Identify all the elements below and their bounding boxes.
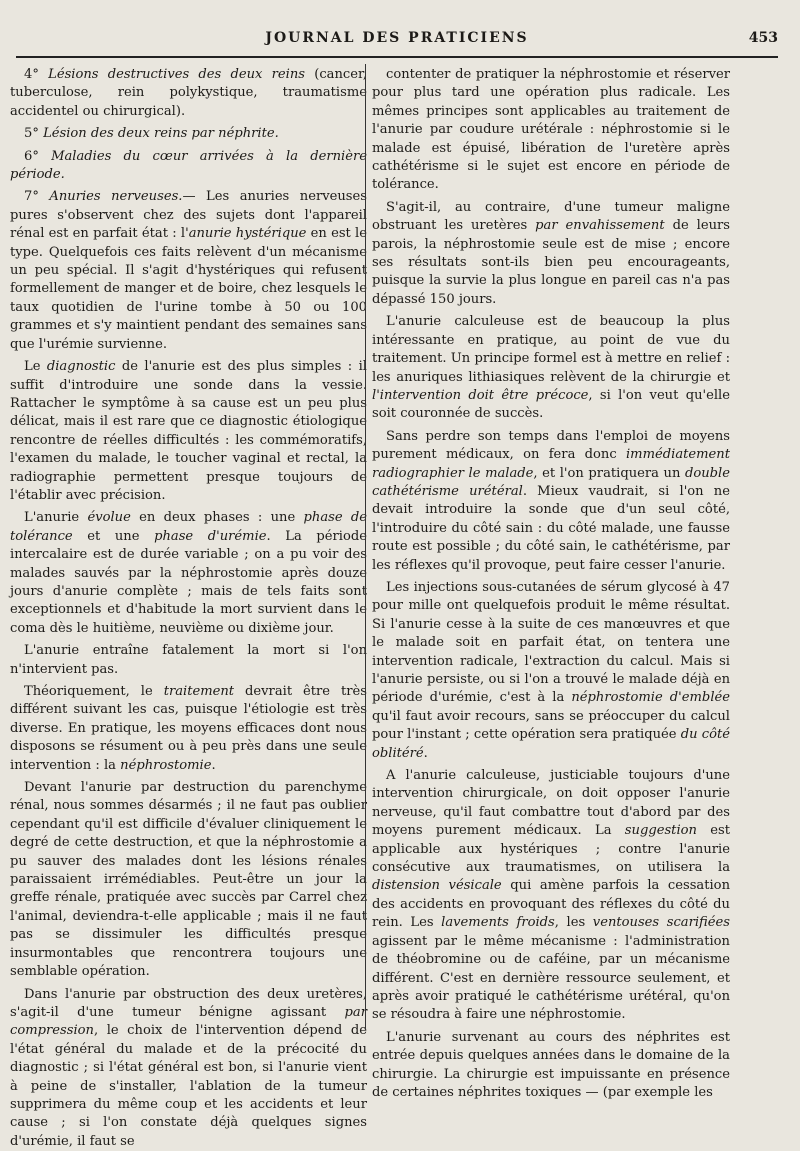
left-column (10, 66, 367, 1034)
italic-term: phase de tolérance (10, 510, 367, 543)
paragraph (10, 125, 367, 143)
paragraph (10, 148, 367, 185)
text-run: . (424, 746, 428, 761)
italic-term: distension vésicale (372, 878, 502, 893)
italic-term: Lésion des deux reins par néphrite. (43, 126, 279, 141)
text-run: A l'anurie calculeuse, justiciable toujours d'une intervention chirurgicale, on doit opposer l'anurie nerveuse, qu'il faut combattre tout d'abord par des moyens purement médicaux. La (372, 768, 730, 838)
text-run: en deux phases : une (131, 510, 304, 525)
italic-term: Anuries nerveuses. (49, 189, 182, 204)
paragraph (10, 66, 367, 121)
text-run: Dans l'anurie par obstruction des deux uretères, s'agit-il d'une tumeur bénigne agissant (10, 987, 367, 1020)
italic-term: par envahissement (535, 218, 664, 233)
paragraph (372, 428, 730, 575)
italic-term: traitement (164, 684, 234, 699)
text-run: qui amène parfois la cessation des accidents en provoquant des réflexes du côté du rein. Les (372, 878, 730, 930)
italic-term: suggestion (625, 823, 697, 838)
italic-term: double cathétérisme urétéral (372, 466, 730, 499)
italic-term: Lésions destructives des deux reins (48, 67, 305, 82)
text-run: L'anurie (24, 510, 87, 525)
paragraph (10, 986, 367, 1151)
italic-term: diagnostic (47, 359, 116, 374)
text-run: devrait être très différent suivant les cas, puisque l'étiologie est très diverse. En pratique, les moyens efficaces dont nous disposons se résument ou à peu près dans une seule intervention : la (10, 684, 367, 773)
text-run: L'anurie calculeuse est de beaucoup la plus intéressante en pratique, au point de vue du traitement. Un principe formel est à mettre en relief : les anuriques lithiasiques relèvent de la chirurgie et (372, 314, 730, 384)
text-run: , le choix de l'intervention dépend de l'état général du malade et de la précocité du diagnostic ; si l'état général est bon, si l'anurie vient à peine de s'installer, l'ablation de la tumeur supprimera du même coup et les accidents et leur cause ; si l'on constate déjà quelques signes d'urémie, il faut se (10, 1023, 367, 1148)
text-run: , les (555, 915, 593, 930)
list-number: 5° (24, 126, 39, 141)
text-run: Sans perdre son temps dans l'emploi de moyens purement médicaux, on fera donc (372, 429, 730, 462)
list-number: 6° (24, 149, 39, 164)
text-run: Le (24, 359, 47, 374)
header-rule (16, 56, 778, 58)
text-run: de leurs parois, la néphrostomie seule est de mise ; encore ses résultats sont-ils bien peu encourageants, puisque la survie la plus longue en pareil cas n'a pas dépassé 150 jours. (372, 218, 730, 307)
paragraph (10, 683, 367, 775)
paragraph: Devant l'anurie par destruction du parenchyme rénal, nous sommes désarmés ; il ne faut pas oublier cependant qu'il est difficile d'évaluer cliniquement le degré de cette destruction, et que la néphrostomie a pu sauver des malades dont les lésions rénales paraissaient irrémédiables. Peut-être un jour la greffe rénale, pratiquée avec succès par Carrel chez l'animal, deviendra-t-elle applicable ; mais il ne faut pas se dissimuler les difficultés presque insurmontables que rencontrera toujours une semblable opération. (10, 779, 367, 981)
text-run: , et l'on pratiquera un (533, 466, 685, 481)
right-column (372, 66, 730, 1034)
italic-term: l'intervention doit être précoce (372, 388, 588, 403)
text-run: . Mieux vaudrait, si l'on ne devait introduire la sonde que d'un seul côté, l'introduire du côté sain : du côté malade, une fausse route est possible ; du côté sain, le cathétérisme, par les réflexes qu'il provoque, peut faire cesser l'anurie. (372, 484, 730, 573)
paragraph (10, 509, 367, 638)
running-title: JOURNAL DES PRATICIENS (16, 30, 778, 46)
italic-term: néphrostomie d'emblée (571, 690, 730, 705)
column-divider (365, 64, 366, 1030)
paragraph: contenter de pratiquer la néphrostomie et réserver pour plus tard une opération plus radicale. Les mêmes principes sont applicables au traitement de l'anurie par coudure urétérale : néphrostomie si le malade est épuisé, libération de l'uretère après cathétérisme si le sujet est encore en période de tolérance. (372, 66, 730, 195)
text-run: — Les anuries nerveuses pures s'observent chez des sujets dont l'appareil rénal est en parfait état : l' (10, 189, 367, 241)
text-run: (cancer, tuberculose, rein polykystique, traumatisme accidentel ou chirurgical). (10, 67, 367, 119)
text-run: Les injections sous-cutanées de sérum glycosé à 47 pour mille ont quelquefois produit le même résultat. Si l'anurie cesse à la suite de ces manœuvres et que le malade soit en parfait état, on tentera une intervention radicale, l'extraction du calcul. Mais si l'anurie persiste, ou si l'on a trouvé le malade déjà en période d'urémie, c'est à la (372, 580, 730, 705)
italic-term: anurie hystérique (189, 226, 307, 241)
paragraph (372, 767, 730, 1025)
text-run: est applicable aux hystériques ; contre l'anurie consécutive aux traumatismes, on utilisera la (372, 823, 730, 875)
italic-term: néphrostomie (120, 758, 211, 773)
paragraph (10, 358, 367, 505)
paragraph: L'anurie entraîne fatalement la mort si l'on n'intervient pas. (10, 642, 367, 679)
text-run: de l'anurie est des plus simples : il suffit d'introduire une sonde dans la vessie. Rattacher le symptôme à sa cause est un peu plus délicat, mais il est rare que ce diagnostic étiologique rencontre de réelles difficultés : les commémoratifs, l'examen du malade, le toucher vaginal et rectal, la radiographie permettent presque toujours de l'établir avec précision. (10, 359, 367, 503)
text-run: Théoriquement, le (24, 684, 164, 699)
paragraph (372, 579, 730, 763)
italic-term: Maladies du cœur arrivées à la dernière période. (10, 149, 367, 182)
text-run: , si l'on veut qu'elle soit couronnée de succès. (372, 388, 730, 421)
text-run: agissent par le même mécanisme : l'administration de théobromine ou de caféine, par un mécanisme différent. C'est en dernière ressource seulement, et après avoir pratiqué le cathétérisme urétéral, qu'on se résoudra à faire une néphrostomie. (372, 934, 730, 1023)
list-number: 7° (24, 189, 39, 204)
paragraph (10, 188, 367, 354)
text-run: qu'il faut avoir recours, sans se préoccuper du calcul pour l'instant ; cette opération sera pratiquée (372, 709, 730, 742)
list-number: 4° (24, 67, 39, 82)
text-run: . La période intercalaire est de durée variable ; on a pu voir des malades sauvés par la néphrostomie après douze jours d'anurie complète ; mais de tels faits sont exceptionnels et d'habitude la mort survient dans le coma dès le huitième, neuvième ou dixième jour. (10, 529, 367, 636)
italic-term: par compression (10, 1005, 367, 1038)
paragraph (372, 313, 730, 423)
italic-term: du côté oblitéré (372, 727, 730, 760)
paragraph: L'anurie survenant au cours des néphrites est entrée depuis quelques années dans le domaine de la chirurgie. La chirurgie est impuissante en présence de certaines néphrites toxiques — (par exemple les (372, 1029, 730, 1103)
italic-term: phase d'urémie (154, 529, 266, 544)
italic-term: ventouses scarifiées (593, 915, 730, 930)
page-number: 453 (749, 30, 778, 46)
text-run: S'agit-il, au contraire, d'une tumeur maligne obstruant les uretères (372, 200, 730, 233)
page-header (16, 22, 778, 50)
text-run: . (212, 758, 216, 773)
italic-term: immédiatement radiographier le malade (372, 447, 730, 480)
italic-term: évolue (87, 510, 130, 525)
text-run: et une (73, 529, 154, 544)
text-run: en est le type. Quelquefois ces faits relèvent d'un mécanisme un peu spécial. Il s'agit d'hystériques qui refusent formellement de manger et de boire, chez lesquels le taux quotidien de l'urine tombe à 50 ou 100 grammes et s'y maintient pendant des semaines sans que l'urémie survienne. (10, 226, 367, 351)
paragraph (372, 199, 730, 309)
italic-term: lavements froids (441, 915, 555, 930)
